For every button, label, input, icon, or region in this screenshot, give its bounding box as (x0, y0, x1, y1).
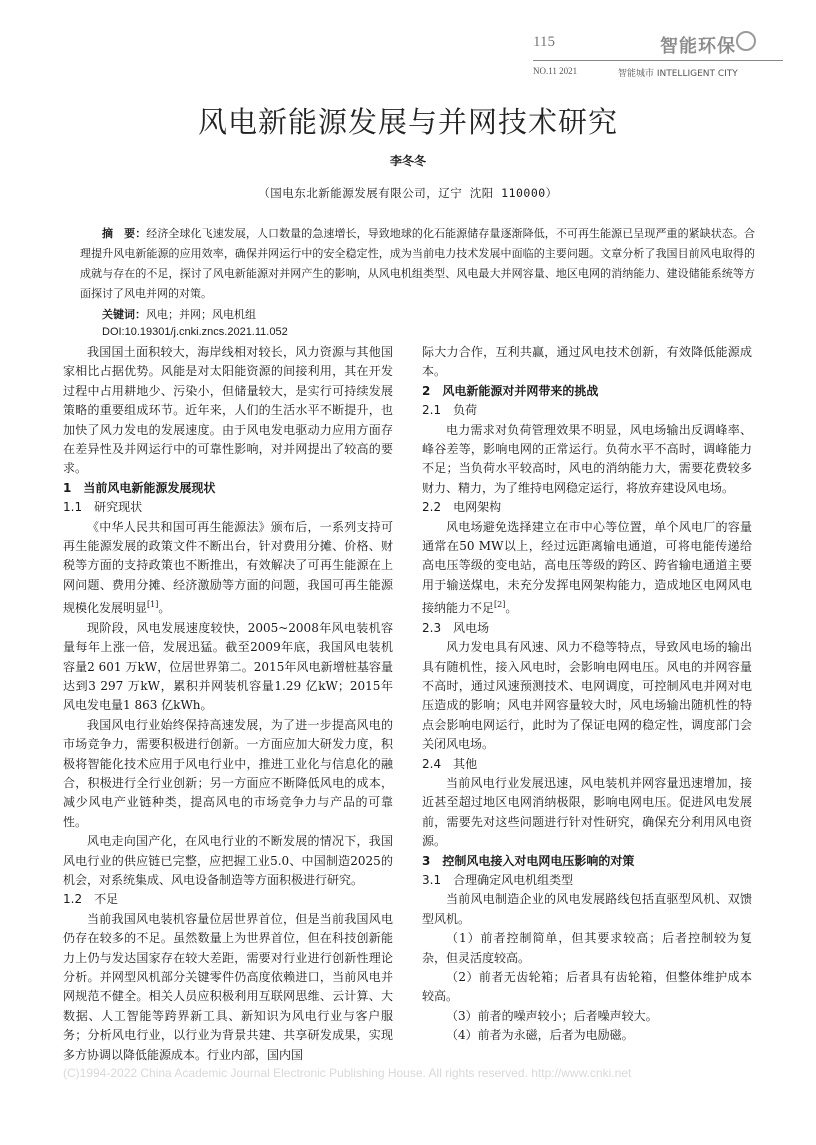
left-column (63, 343, 393, 1065)
paragraph: 际大力合作，互利共赢，通过风电技术创新，有效降低能源成本。 (422, 345, 752, 379)
citation: [1] (147, 600, 159, 610)
subsection-heading: 1.1 研究现状 (63, 500, 143, 515)
copyright-watermark: (C)1994-2022 China Academic Journal Electronic Publishing House. All rights reserved. http://www.cnki.net (63, 1066, 632, 1080)
keywords-label: 关键词： (102, 308, 146, 321)
keywords-text: 风电；并网；风电机组 (146, 308, 256, 321)
subsection-heading: 2.3 风电场 (422, 620, 490, 635)
citation: [2] (494, 600, 506, 610)
section-heading: 2 风电新能源对并网带来的挑战 (422, 383, 599, 398)
subsection-heading: 2.2 电网架构 (422, 500, 502, 515)
brand-logo-icon (736, 31, 756, 51)
paragraph: 风电场避免选择建立在市中心等位置，单个风电厂的容量通常在50 MW以上，经过远距离输电通道，可将电能传递给高电压等级的变电站，高电压等级的跨区、跨省输电通道主要用于输送煤电，未充分发挥电网架构能力，造成地区电网风电接纳能力不足[2]。 (422, 519, 752, 616)
paragraph: 我国风电行业始终保持高速发展，为了进一步提高风电的市场竞争力，需要积极进行创新。一方面应加大研发力度，积极将智能化技术应用于风电行业中，推进工业化与信息化的融合，积极进行全行业创新；另一方面应不断降低风电的成本，减少风电产业链种类，提高风电的市场竞争力与产品的可靠性。 (63, 717, 393, 829)
paper-title: 风电新能源发展与并网技术研究 (197, 105, 618, 139)
paragraph: 当前风电行业发展迅速，风电装机并网容量迅速增加，接近甚至超过地区电网消纳极限，影响电网电压。促进风电发展前，需要先对这些问题进行针对性研究，确保充分利用风电资源。 (422, 775, 752, 849)
list-item: （3）前者的噪声较小；后者噪声较大。 (446, 1008, 658, 1023)
section-heading: 1 当前风电新能源发展现状 (63, 480, 216, 495)
list-item: （1）前者控制简单，但其要求较高；后者控制较为复杂，但灵活度较高。 (422, 931, 752, 965)
right-column (422, 343, 752, 1046)
paragraph: 《中华人民共和国可再生能源法》颁布后，一系列支持可再生能源发展的政策文件不断出台，针对费用分摊、价格、财税等方面的支持政策也不断推出，有效解决了可再生能源在上网问题、费用分摊、经济激励等方面的问题，我国可再生能源规模化发展明显[1]。 (63, 519, 393, 616)
subsection-heading: 3.1 合理确定风电机组类型 (422, 872, 574, 887)
abstract (80, 224, 755, 304)
doi: DOI:10.19301/j.cnki.zncs.2021.11.052 (102, 326, 288, 338)
author: 李冬冬 (389, 154, 426, 168)
paragraph: 风力发电具有风速、风力不稳等特点，导致风电场的输出具有随机性，接入风电时，会影响电网电压。风电的并网容量不高时，通过风速预测技术、电网调度，可控制风电并网对电压造成的影响；风电并网容量较大时，风电场输出随机性的特点会影响电网运行，此时为了保证电网的稳定性，调度部门会关闭风电场。 (422, 640, 752, 752)
subsection-heading: 2.1 负荷 (422, 403, 478, 418)
paragraph: 当前我国风电装机容量位居世界首位，但是当前我国风电仍存在较多的不足。虽然数量上为世界首位，但在科技创新能力上仍与发达国家存在较大差距，需要对行业进行创新性理论分析。并网型风机部分关键零件仍高度依赖进口，当前风电并网规范不健全。相关人员应积极利用互联网思维、云计算、大数据、人工智能等跨界新工具、新知识为风电行业与客户服务；分析风电行业，以行业为背景共建、共享研发成果，实现多方协调以降低能源成本。行业内部，国内国 (63, 911, 393, 1062)
abstract-text: 经济全球化飞速发展，人口数量的急速增长，导致地球的化石能源储存量逐渐降低，不可再生能源已呈现严重的紧缺状态。合理提升风电新能源的应用效率，确保并网运行中的安全稳定性，成为当前电力技术发展中面临的主要问题。文章分析了我国目前风电取得的成就与存在的不足，探讨了风电新能源对并网产生的影响，从风电机组类型、风电最大并网容量、地区电网的消纳能力、建设储能系统等方面探讨了风电并网的对策。 (80, 227, 756, 300)
journal-name: 智能城市 INTELLIGENT CITY (618, 69, 738, 79)
list-item: （2）前者无齿轮箱；后者具有齿轮箱，但整体维护成本较高。 (422, 970, 752, 1004)
paragraph: 电力需求对负荷管理效果不明显，风电场输出反调峰率、峰谷差等，影响电网的正常运行。负荷水平不高时，调峰能力不足；当负荷水平较高时，风电的消纳能力大，需要花费较多财力、精力，为了维持电网稳定运行，将放弃建设风电场。 (422, 422, 752, 495)
header-divider (533, 60, 783, 61)
paragraph: 风电走向国产化，在风电行业的不断发展的情况下，我国风电行业的供应链已完整，应把握工业5.0、中国制造2025的机会，对系统集成、风电设备制造等方面积极进行研究。 (63, 834, 393, 887)
subsection-heading: 2.4 其他 (422, 756, 478, 771)
list-item: （4）前者为永磁，后者为电励磁。 (446, 1028, 634, 1043)
affiliation: （国电东北新能源发展有限公司，辽宁 沈阳 110000） (258, 186, 558, 200)
paragraph: 当前风电制造企业的风电发展路线包括直驱型风机、双馈型风机。 (422, 892, 752, 926)
issue-number: NO.11 2021 (533, 66, 578, 76)
paragraph: 现阶段，风电发展速度较快，2005~2008年风电装机容量每年上涨一倍，发展迅猛。截至2009年底，我国风电装机容量2 601 万kW，位居世界第二。2015年风电新增桩基容量达到3 297 万kW，累积并网装机容量1.29 亿kW；2015年风电发电量1 863 亿kWh。 (63, 620, 393, 713)
paragraph: 我国国土面积较大，海岸线相对较长，风力资源与其他国家相比占据优势。风能是对太阳能资源的间接利用，其在开发过程中占用耕地少、污染小，但储量较大，是实行可持续发展策略的重要组成环节。近年来，人们的生活水平不断提升，也加快了风力发电的发展速度。由于风电发电驱动力应用方面存在差异性及并网运行中的可靠性影响，对并网提出了较高的要求。 (63, 345, 393, 476)
page-number: 115 (533, 34, 555, 50)
section-heading: 3 控制风电接入对电网电压影响的对策 (422, 853, 635, 868)
subsection-heading: 1.2 不足 (63, 892, 119, 907)
journal-brand: 智能环保 (660, 36, 736, 57)
abstract-label: 摘 要： (102, 227, 147, 240)
keywords (102, 306, 256, 322)
